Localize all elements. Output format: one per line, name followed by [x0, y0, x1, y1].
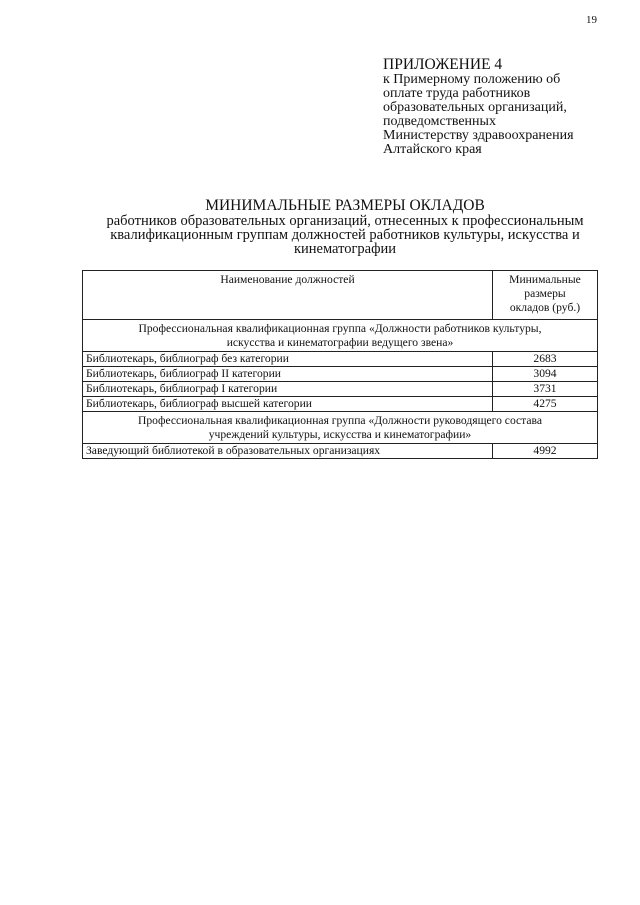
document-subtitle-line: работников образовательных организаций, отнесенных к профессиональным [106, 213, 584, 229]
document-subtitle-line: кинематографии [293, 241, 397, 257]
document-heading [60, 197, 630, 256]
group-title-line: Профессиональная квалификационная группа «Должности работников культуры, [138, 322, 542, 335]
table-header-row [83, 271, 598, 320]
salary-cell: 3094 [493, 367, 598, 382]
table-row [83, 397, 598, 412]
salary-cell: 4992 [493, 444, 598, 459]
group-title-line: Профессиональная квалификационная группа «Должности руководящего состава [137, 414, 543, 427]
header-position: Наименование должностей [83, 271, 493, 320]
position-cell: Библиотекарь, библиограф II категории [83, 367, 493, 382]
appendix-title: ПРИЛОЖЕНИЕ 4 [383, 56, 503, 73]
salary-table [82, 270, 598, 459]
group-title [83, 412, 598, 444]
group-row [83, 320, 598, 352]
group-title-line: искусства и кинематографии ведущего звена» [226, 336, 454, 349]
position-cell: Библиотекарь, библиограф I категории [83, 382, 493, 397]
appendix-line: образовательных организаций, [383, 100, 567, 115]
document-title: МИНИМАЛЬНЫЕ РАЗМЕРЫ ОКЛАДОВ [205, 197, 485, 214]
appendix-line: к Примерному положению об [383, 72, 561, 87]
document-subtitle-line: квалификационным группам должностей работников культуры, искусства и [110, 227, 580, 243]
table-row [83, 444, 598, 459]
salary-cell: 2683 [493, 352, 598, 367]
header-salary-line: Минимальные [509, 273, 581, 286]
position-cell: Библиотекарь, библиограф без категории [83, 352, 493, 367]
appendix-line: оплате труда работников [383, 86, 531, 101]
header-salary-line: окладов (руб.) [509, 301, 581, 314]
salary-cell: 3731 [493, 382, 598, 397]
header-salary-line: размеры [524, 287, 566, 300]
appendix-block [383, 56, 623, 157]
salary-cell: 4275 [493, 397, 598, 412]
header-salary [493, 271, 598, 320]
group-row [83, 412, 598, 444]
appendix-line: подведомственных [383, 114, 496, 129]
table-row [83, 352, 598, 367]
appendix-line: Алтайского края [383, 142, 482, 157]
position-cell: Заведующий библиотекой в образовательных организациях [83, 444, 493, 459]
group-title-line: учреждений культуры, искусства и кинематографии» [208, 428, 472, 441]
table-row [83, 367, 598, 382]
table-row [83, 382, 598, 397]
appendix-line: Министерству здравоохранения [383, 128, 574, 143]
page-number: 19 [586, 14, 597, 26]
group-title [83, 320, 598, 352]
position-cell: Библиотекарь, библиограф высшей категории [83, 397, 493, 412]
